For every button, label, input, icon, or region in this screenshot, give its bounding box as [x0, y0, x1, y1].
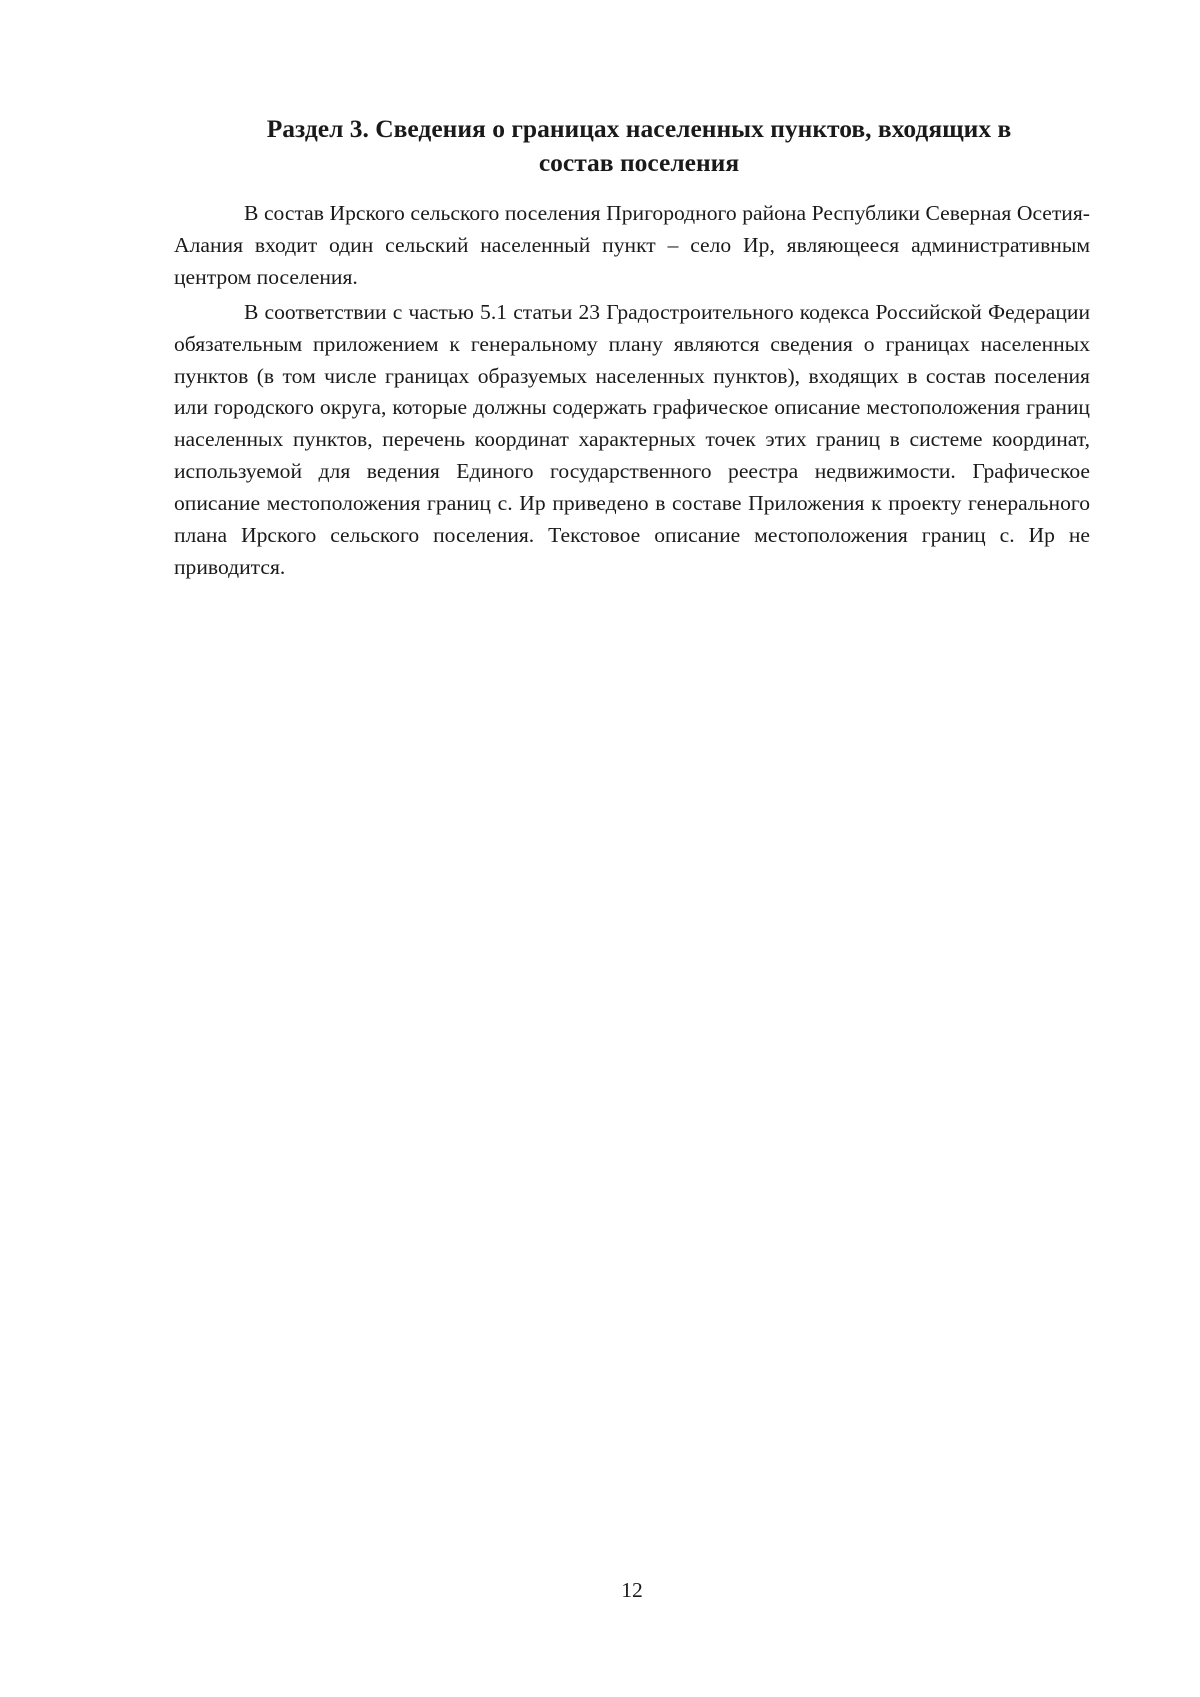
paragraph-settlement-composition: В состав Ирского сельского поселения Пригородного района Республики Северная Осетия-Алания входит один сельский населенный пункт – село Ир, являющееся административным центром поселения. — [174, 201, 1090, 289]
page-content — [174, 112, 1090, 587]
section-title — [174, 112, 1090, 180]
body-text — [174, 198, 1090, 584]
paragraph-boundary-information: В соответствии с частью 5.1 статьи 23 Градостроительного кодекса Российской Федерации обязательным приложением к генеральному плану являются сведения о границах населенных пунктов (в том числе границах образуемых населенных пунктов), входящих в состав поселения или городского округа, которые должны содержать графическое описание местоположения границ населенных пунктов, перечень координат характерных точек этих границ в системе координат, используемой для ведения Единого государственного реестра недвижимости. Графическое описание местоположения границ с. Ир приведено в составе Приложения к проекту генерального плана Ирского сельского поселения. Текстовое описание местоположения границ с. Ир не приводится. — [174, 299, 1090, 579]
section-title-line-2: состав поселения — [538, 148, 740, 177]
page-number: 12 — [621, 1578, 643, 1602]
section-title-line-1: Раздел 3. Сведения о границах населенных пунктов, входящих в — [266, 114, 1012, 143]
